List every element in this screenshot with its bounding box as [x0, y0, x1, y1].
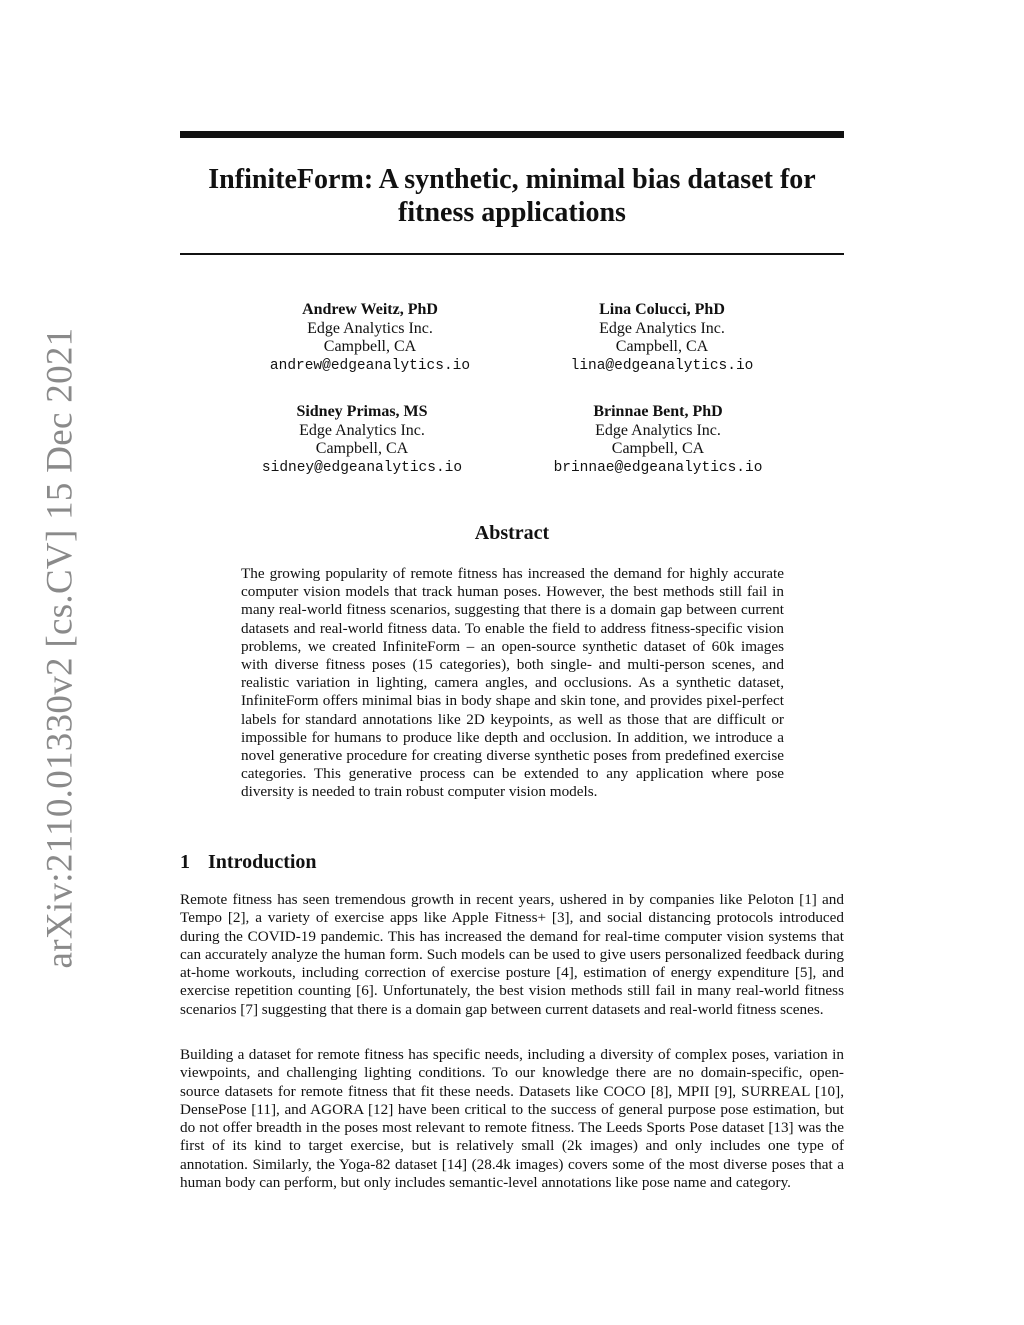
author-block — [512, 301, 812, 375]
author-email[interactable]: andrew@edgeanalytics.io — [269, 357, 471, 374]
author-email[interactable]: lina@edgeanalytics.io — [570, 357, 754, 374]
author-affiliation: Edge Analytics Inc. — [599, 319, 725, 337]
title-line-2: fitness applications — [398, 197, 626, 228]
author-location: Campbell, CA — [315, 440, 409, 457]
author-affiliation: Edge Analytics Inc. — [595, 421, 721, 439]
author-block — [212, 403, 512, 477]
author-block — [220, 301, 520, 375]
body-paragraph: Remote fitness has seen tremendous growth in recent years, ushered in by companies like Peloton [1] and Tempo [2], a variety of exercise apps like Apple Fitness+ [3], and social distancing protocols introduced during the COVID-19 pandemic. This has increased the demand for real-time computer vision systems that can accurately analyze the human form. Such models can be used to give users personalized feedback during at-home workouts, including correction of exercise posture [4], estimation of energy expenditure [5], and exercise repetition counting [6]. Unfortunately, the best vision methods still fail in many real-world fitness scenarios [7] suggesting that there is a domain gap between current datasets and real-world fitness scenes. — [180, 891, 844, 1018]
author-location: Campbell, CA — [611, 440, 705, 457]
author-email[interactable]: brinnae@edgeanalytics.io — [553, 459, 763, 476]
author-name: Lina Colucci, PhD — [599, 301, 725, 318]
author-name: Andrew Weitz, PhD — [302, 301, 438, 318]
author-block — [508, 403, 808, 477]
section-number: 1 — [180, 851, 190, 873]
title-bottom-rule — [180, 253, 844, 255]
author-name: Sidney Primas, MS — [296, 403, 428, 420]
abstract-text: The growing popularity of remote fitness has increased the demand for highly accurate computer vision models that track human poses. However, the best methods still fail in many real-world fitness scenarios, suggesting that there is a domain gap between current datasets and real-world fitness data. To enable the field to address fitness-specific vision problems, we created InfiniteForm – an open-source synthetic dataset of 60k images with diverse fitness poses (15 categories), both single- and multi-person scenes, and realistic variation in lighting, camera angles, and occlusions. As a synthetic dataset, InfiniteForm offers minimal bias in body shape and skin tone, and provides pixel-perfect labels for standard annotations like 2D keypoints, as well as those that are difficult or impossible for humans to produce like depth and occlusion. In addition, we introduce a novel generative procedure for creating diverse synthetic poses from predefined exercise categories. This generative process can be extended to any application where pose diversity is needed to train robust computer vision models. — [241, 565, 784, 801]
section-heading — [180, 851, 317, 874]
author-affiliation: Edge Analytics Inc. — [307, 319, 433, 337]
abstract-heading: Abstract — [474, 522, 550, 544]
arxiv-identifier: arXiv:2110.01330v2 [cs.CV] 15 Dec 2021 — [39, 327, 81, 969]
paper-title — [180, 163, 844, 229]
author-location: Campbell, CA — [323, 338, 417, 355]
body-paragraph: Building a dataset for remote fitness has specific needs, including a diversity of complex poses, variation in viewpoints, and challenging lighting conditions. To our knowledge there are no domain-specific, open-source datasets for remote fitness that fit these needs. Datasets like COCO [8], MPII [9], SURREAL [10], DensePose [11], and AGORA [12] have been critical to the success of general purpose pose estimation, but do not offer breadth in the poses most relevant to remote fitness. The Leeds Sports Pose dataset [13] was the first of its kind to target exercise, but is relatively small (2k images) and only includes one type of annotation. Similarly, the Yoga-82 dataset [14] (28.4k images) covers some of the most diverse poses that a human body can perform, but only includes semantic-level annotations like pose name and category. — [180, 1046, 844, 1192]
author-affiliation: Edge Analytics Inc. — [299, 421, 425, 439]
author-location: Campbell, CA — [615, 338, 709, 355]
title-top-rule — [180, 131, 844, 138]
title-line-1: InfiniteForm: A synthetic, minimal bias dataset for — [208, 164, 816, 195]
author-name: Brinnae Bent, PhD — [593, 403, 723, 420]
section-title: Introduction — [208, 851, 317, 873]
author-email[interactable]: sidney@edgeanalytics.io — [261, 459, 463, 476]
